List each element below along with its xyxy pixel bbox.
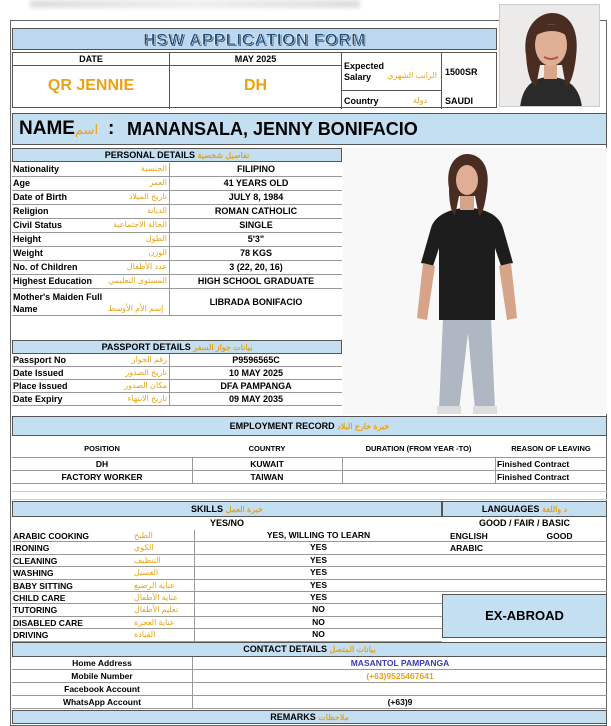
personal-label: Nationality xyxy=(13,164,60,174)
languages-title-ar: د واللغة xyxy=(541,505,568,514)
contact-header: CONTACT DETAILS بيانات المتصل xyxy=(12,642,607,657)
employment-row xyxy=(12,458,607,471)
personal-row xyxy=(12,275,342,289)
personal-label-ar: الطول xyxy=(145,234,167,243)
col-divider xyxy=(192,683,193,696)
skill-label-ar: عناية العجزة xyxy=(134,617,175,627)
personal-value: 5'3" xyxy=(247,234,265,244)
language-label: ENGLISH xyxy=(450,531,488,541)
employment-cell: DH xyxy=(95,459,109,469)
skill-row xyxy=(12,567,442,579)
passport-label: Date Issued xyxy=(13,368,64,378)
remarks-header: REMARKS ملاحظات xyxy=(12,710,607,724)
language-empty-row xyxy=(442,580,607,592)
employment-cell: Finished Contract xyxy=(497,472,570,482)
language-row xyxy=(442,530,607,542)
personal-row xyxy=(12,163,342,177)
employment-table xyxy=(12,440,607,500)
date-value: MAY 2025 xyxy=(170,53,341,66)
employment-cell: Finished Contract xyxy=(497,459,570,469)
personal-label-ar: الوزن xyxy=(148,248,167,257)
language-empty-row xyxy=(442,555,607,567)
passport-label-ar: تاريخ الصدور xyxy=(125,368,167,377)
personal-value: 78 KGS xyxy=(239,248,272,258)
languages-subhead: GOOD / FAIR / BASIC xyxy=(478,518,570,528)
employment-cell: KUWAIT xyxy=(250,459,284,469)
languages-rows xyxy=(442,530,607,592)
ex-abroad-box xyxy=(442,594,607,638)
header-grid xyxy=(12,52,497,108)
passport-label: Passport No xyxy=(13,355,67,365)
form-title: HSW APPLICATION FORM xyxy=(12,28,497,50)
contact-label: WhatsApp Account xyxy=(62,697,142,707)
col-divider xyxy=(342,458,343,471)
passport-value: 09 MAY 2035 xyxy=(228,394,284,404)
col-divider xyxy=(495,458,496,471)
skill-label: DRIVING xyxy=(13,630,49,641)
skills-subhead: YES/NO xyxy=(209,518,244,528)
skill-label: WASHING xyxy=(13,568,54,579)
personal-label: Height xyxy=(13,234,41,244)
personal-value: 3 (22, 20, 16) xyxy=(229,262,283,272)
remarks-title-ar: ملاحظات xyxy=(318,713,349,722)
agency-name: QR JENNIE xyxy=(47,77,135,94)
skill-row xyxy=(12,592,442,604)
col-divider xyxy=(495,471,496,484)
personal-row xyxy=(12,219,342,233)
mother-value: LIBRADA BONIFACIO xyxy=(209,297,303,307)
personal-row xyxy=(12,177,342,191)
personal-row xyxy=(12,233,342,247)
skill-label: CHILD CARE xyxy=(13,592,66,603)
skill-value: YES xyxy=(309,579,327,590)
personal-value: HIGH SCHOOL GRADUATE xyxy=(197,276,315,286)
full-body-photo xyxy=(343,148,607,414)
contact-row xyxy=(12,657,607,670)
skills-title-ar: خبرة العمل xyxy=(225,505,263,514)
contact-value: (+63)9 xyxy=(387,697,413,707)
skill-label: BABY SITTING xyxy=(13,580,73,591)
skill-label-ar: عناية الرضيع xyxy=(134,580,175,590)
skill-value: YES xyxy=(309,591,327,602)
country-value: SAUDI xyxy=(445,96,474,106)
mother-label-1: Mother's Maiden Full xyxy=(13,292,103,302)
skills-rows xyxy=(12,530,442,642)
personal-label-ar: الديانة xyxy=(146,206,167,215)
salary-ar: الراتب الشهري xyxy=(387,71,437,80)
employment-col-header: COUNTRY xyxy=(248,444,286,453)
personal-value: 41 YEARS OLD xyxy=(223,178,289,188)
personal-label-ar: عدد الأطفال xyxy=(126,262,167,271)
name-value: MANANSALA, JENNY BONIFACIO xyxy=(127,119,418,139)
personal-label: Highest Education xyxy=(13,276,93,286)
name-label-ar: اسم xyxy=(75,122,99,137)
passport-value: 10 MAY 2025 xyxy=(228,368,284,378)
passport-row xyxy=(12,393,342,406)
top-blur-strip xyxy=(30,0,360,8)
employment-header: EMPLOYMENT RECORD خبرة خارج البلاد xyxy=(12,416,607,436)
skill-label-ar: التنظيف xyxy=(134,555,161,565)
name-row xyxy=(12,113,607,145)
skill-row xyxy=(12,555,442,567)
language-empty-row xyxy=(442,567,607,579)
passport-value: DFA PAMPANGA xyxy=(220,381,292,391)
employment-col-header: REASON OF LEAVING xyxy=(511,444,591,453)
mother-label-2: Name xyxy=(13,304,38,314)
contact-row xyxy=(12,670,607,683)
employment-title-ar: خبرة خارج البلاد xyxy=(337,422,390,431)
salary-value: 1500SR xyxy=(445,67,478,77)
skill-value: YES, WILLING TO LEARN xyxy=(266,530,371,540)
skill-value: NO xyxy=(312,604,325,615)
personal-label: Civil Status xyxy=(13,220,63,230)
personal-label: Religion xyxy=(13,206,49,216)
passport-details-header: PASSPORT DETAILS بيانات جواز السفر xyxy=(12,340,342,354)
employment-col-header: POSITION xyxy=(84,444,120,453)
personal-label: Age xyxy=(13,178,31,188)
skill-label-ar: عناية الأطفال xyxy=(134,592,178,602)
skill-row xyxy=(12,542,442,554)
skill-value: YES xyxy=(309,554,327,565)
country-label: Country xyxy=(344,96,379,106)
employment-col-header: DURATION (FROM YEAR -TO) xyxy=(365,444,472,453)
contact-rows xyxy=(12,657,607,709)
skill-row xyxy=(12,530,442,542)
skill-label-ar: الكوي xyxy=(134,543,154,553)
expected-label: Expected xyxy=(344,61,385,71)
contact-title-ar: بيانات المتصل xyxy=(329,645,376,654)
col-divider xyxy=(192,458,193,471)
personal-details-header: PERSONAL DETAILS تفاصيل شخصية xyxy=(12,148,342,162)
language-label: ARABIC xyxy=(450,543,484,554)
name-sep: : xyxy=(108,118,115,139)
language-row xyxy=(442,542,607,554)
passport-label: Place Issued xyxy=(13,381,68,391)
mother-ar: إسم الأم الأوسط xyxy=(108,304,164,313)
skill-value: YES xyxy=(309,542,327,553)
employment-row xyxy=(12,471,607,484)
passport-title-ar: بيانات جواز السفر xyxy=(193,343,253,352)
passport-rows xyxy=(12,354,342,406)
contact-value: MASANTOL PAMPANGA xyxy=(350,658,450,668)
employment-cell: TAIWAN xyxy=(250,472,284,482)
employment-header-row xyxy=(12,440,607,458)
date-label: DATE xyxy=(13,53,169,66)
personal-label-ar: الجنسية xyxy=(140,164,167,173)
ex-abroad-label: EX-ABROAD xyxy=(485,608,564,623)
skill-label-ar: القيادة xyxy=(134,630,156,640)
skill-label-ar: تعليم الأطفال xyxy=(134,605,179,615)
personal-row xyxy=(12,205,342,219)
skill-label-ar: الغسيل xyxy=(134,568,159,578)
col-divider xyxy=(342,471,343,484)
personal-rows xyxy=(12,163,342,289)
personal-value: SINGLE xyxy=(239,220,273,230)
passport-row xyxy=(12,367,342,380)
personal-label-ar: العمر xyxy=(149,178,167,187)
position-code: DH xyxy=(243,77,268,94)
skill-row xyxy=(12,580,442,592)
personal-label: Weight xyxy=(13,248,43,258)
head-photo xyxy=(499,4,600,107)
personal-title-ar: تفاصيل شخصية xyxy=(197,151,250,160)
languages-header: LANGUAGES د واللغة xyxy=(442,501,607,517)
skill-row xyxy=(12,629,442,641)
skill-label-ar: الطبخ xyxy=(134,531,153,540)
skill-label: DISABLED CARE xyxy=(13,617,83,628)
skill-value: NO xyxy=(312,629,325,640)
personal-value: JULY 8, 1984 xyxy=(228,192,284,202)
passport-label-ar: مكان الصدور xyxy=(124,381,167,390)
skill-row xyxy=(12,617,442,629)
contact-row xyxy=(12,683,607,696)
mother-row xyxy=(12,289,342,316)
employment-empty-row xyxy=(12,492,607,500)
contact-label: Mobile Number xyxy=(71,671,133,681)
personal-value: ROMAN CATHOLIC xyxy=(214,206,298,216)
passport-label-ar: رقم الجواز xyxy=(131,355,167,364)
name-label: NAME xyxy=(19,118,75,139)
skill-label: ARABIC COOKING xyxy=(13,531,90,541)
employment-empty-row xyxy=(12,484,607,492)
personal-label: No. of Children xyxy=(13,262,78,272)
skill-row xyxy=(12,604,442,616)
skill-value: NO xyxy=(312,616,325,627)
passport-row xyxy=(12,380,342,393)
personal-label-ar: تاريخ الميلاد xyxy=(128,192,167,201)
personal-row xyxy=(12,261,342,275)
skill-label: IRONING xyxy=(13,543,50,554)
personal-row xyxy=(12,191,342,205)
personal-label: Date of Birth xyxy=(13,192,67,202)
col-divider xyxy=(192,471,193,484)
contact-value: (+63)9525467641 xyxy=(366,671,434,681)
skill-label: TUTORING xyxy=(13,605,58,616)
skills-header: SKILLS خبرة العمل xyxy=(12,501,442,517)
skill-label: CLEANING xyxy=(13,555,58,566)
passport-label-ar: تاريخ الانتهاء xyxy=(127,394,167,403)
salary-label: Salary xyxy=(344,72,372,82)
personal-value: FILIPINO xyxy=(237,164,275,174)
contact-row xyxy=(12,696,607,709)
passport-label: Date Expiry xyxy=(13,394,63,404)
skill-value: YES xyxy=(309,567,327,578)
country-ar: دولة xyxy=(412,96,427,105)
personal-label-ar: المستوى التعليمي xyxy=(108,276,167,285)
contact-label: Facebook Account xyxy=(64,684,140,694)
passport-value: P9596565C xyxy=(232,355,280,365)
employment-cell: FACTORY WORKER xyxy=(61,472,143,482)
passport-row xyxy=(12,354,342,367)
contact-label: Home Address xyxy=(72,658,132,668)
language-level: GOOD xyxy=(546,531,573,541)
personal-label-ar: الحالة الاجتماعية xyxy=(113,220,167,229)
personal-row xyxy=(12,247,342,261)
